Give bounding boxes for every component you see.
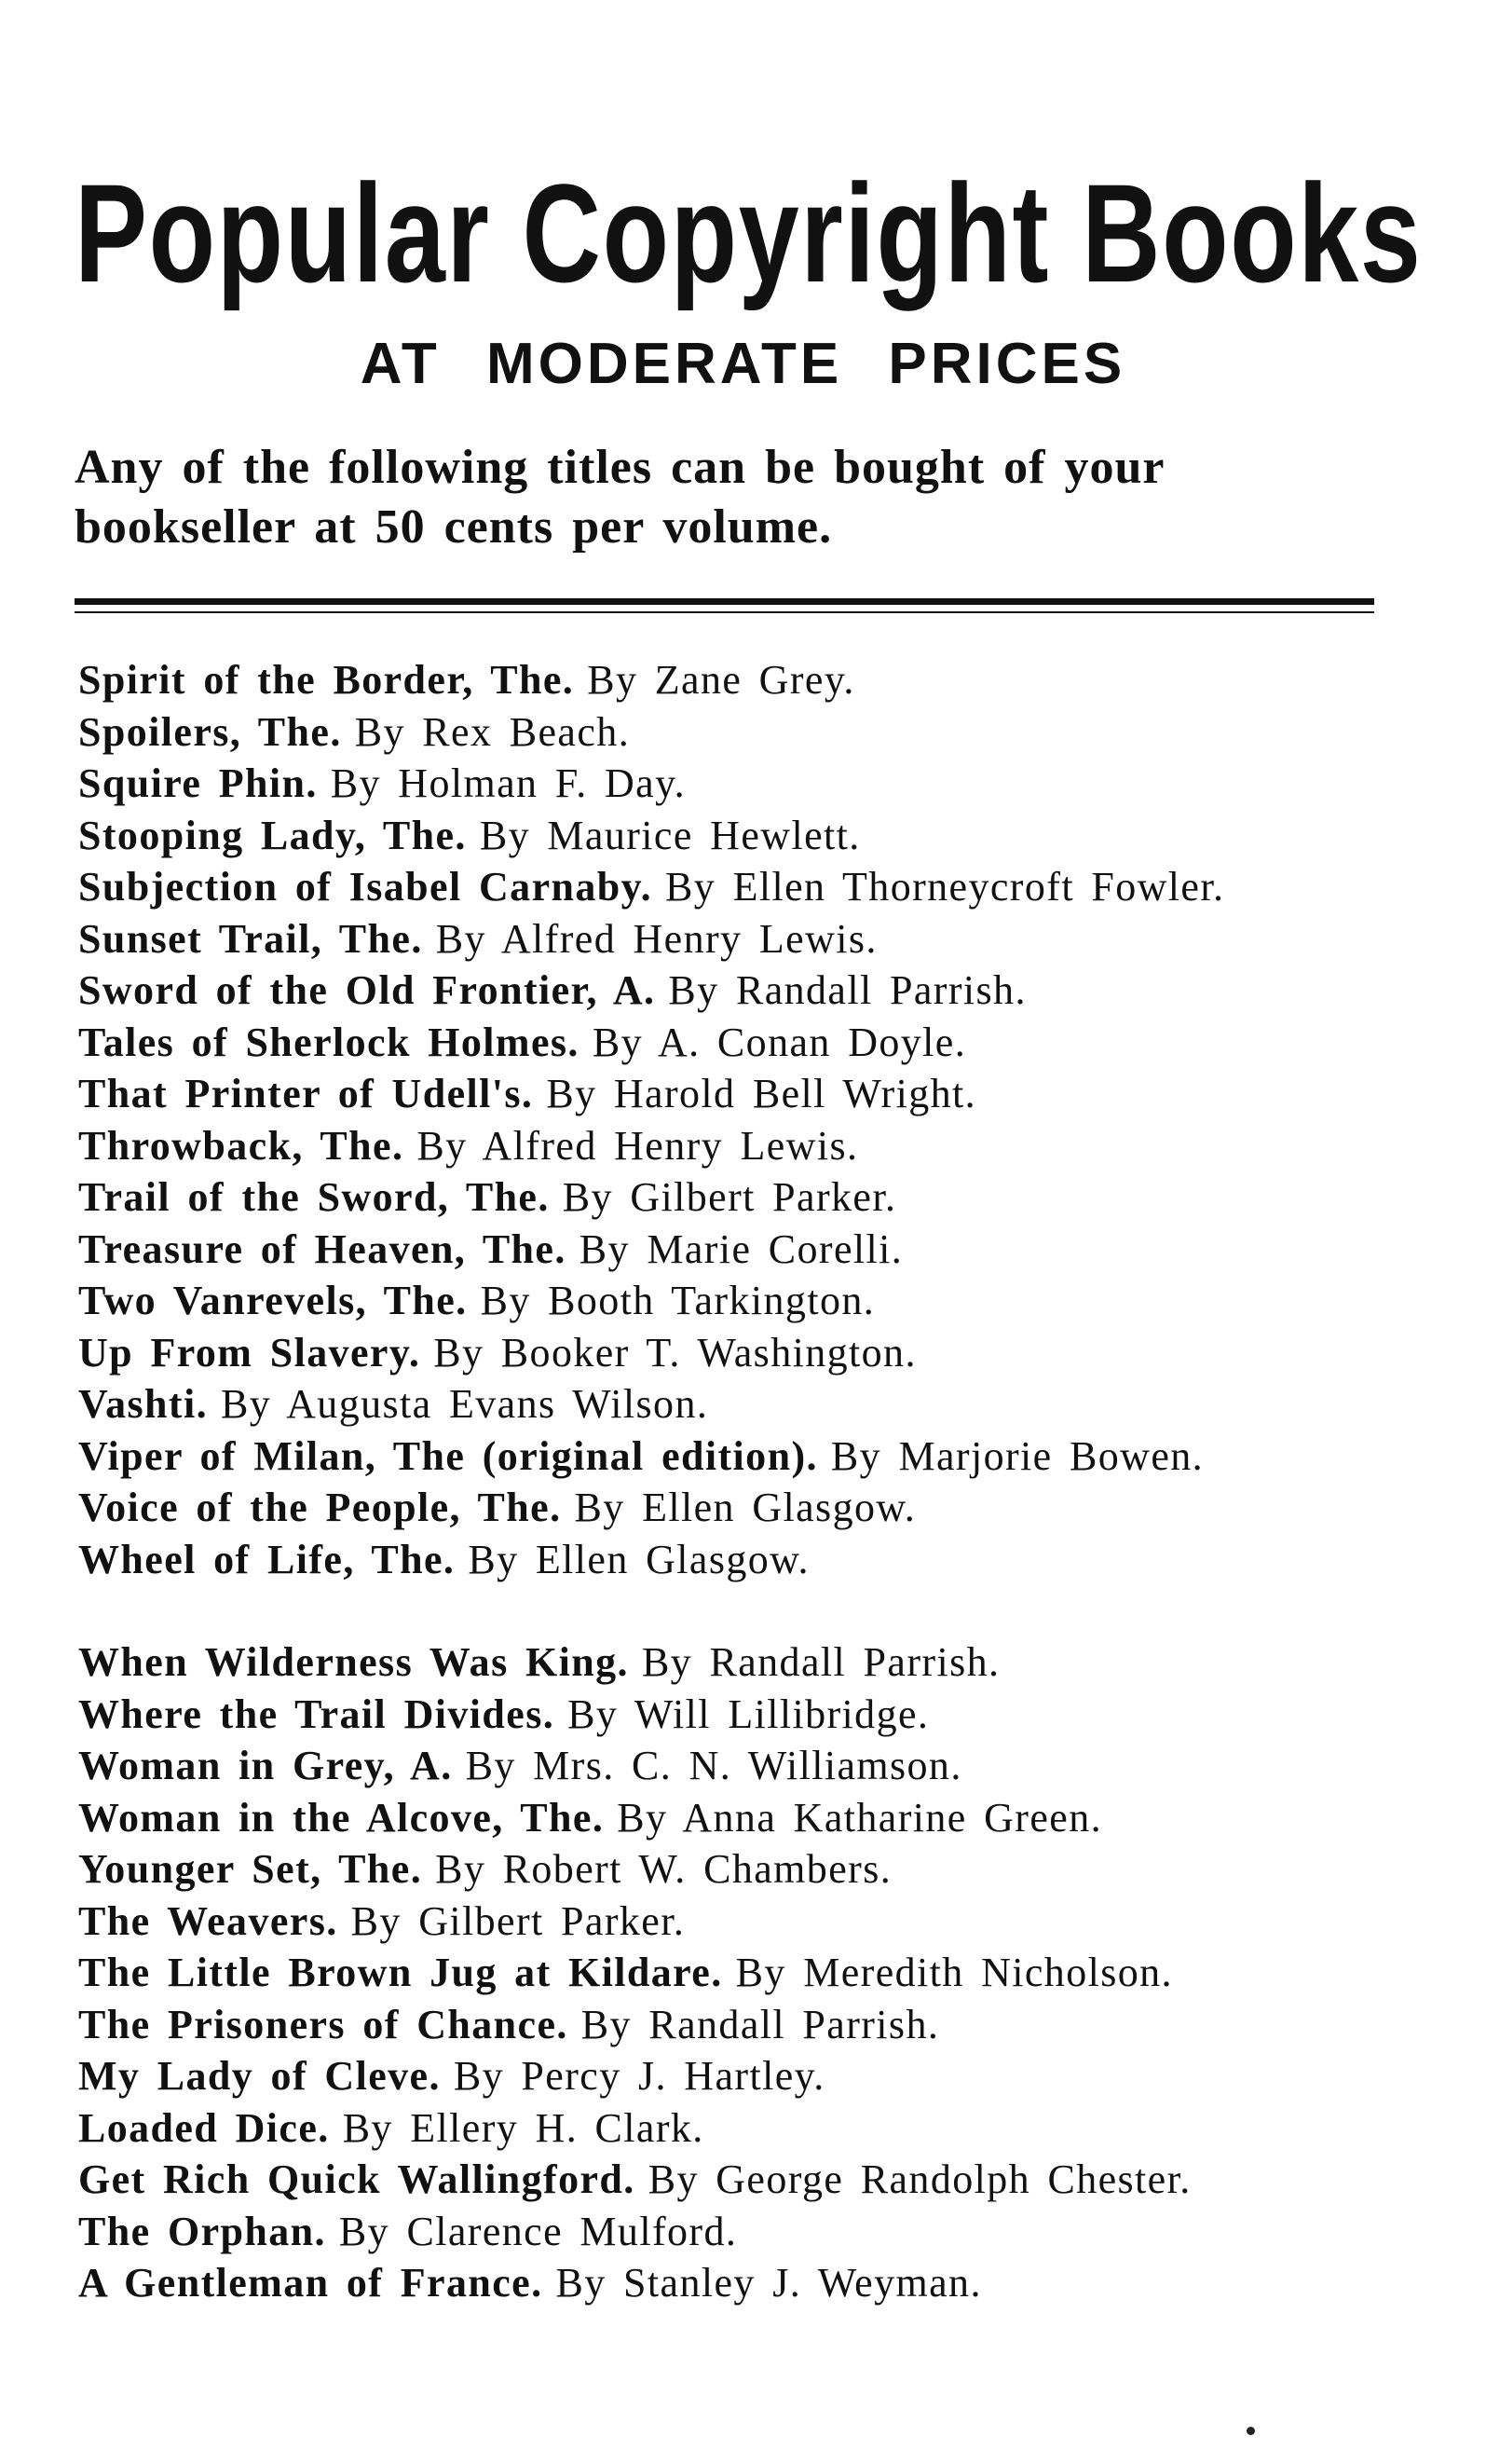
book-author: By Ellen Thorneycroft Fowler.	[665, 864, 1225, 910]
book-entry	[78, 1636, 1401, 1689]
page-title: Popular Copyright Books	[75, 155, 1423, 311]
book-title: The Weavers.	[78, 1897, 338, 1944]
book-author: By Will Lillibridge.	[567, 1691, 930, 1737]
book-title: Vashti.	[78, 1381, 209, 1427]
book-list-group-1	[78, 654, 1401, 1585]
book-author: By Marie Corelli.	[579, 1225, 904, 1272]
book-entry	[78, 1740, 1401, 1792]
book-entry	[78, 1120, 1401, 1172]
book-entry	[78, 1017, 1401, 1069]
book-author: By Maurice Hewlett.	[479, 812, 861, 858]
book-entry	[78, 810, 1401, 862]
book-entry	[78, 913, 1401, 965]
book-author: By Randall Parrish.	[668, 967, 1027, 1013]
book-entry	[78, 1999, 1401, 2051]
book-author: By Zane Grey.	[587, 657, 855, 703]
book-title: Tales of Sherlock Holmes.	[78, 1019, 579, 1065]
book-author: By Stanley J. Weyman.	[555, 2260, 982, 2306]
book-title: Stooping Lady, The.	[78, 812, 467, 858]
book-title: Spirit of the Border, The.	[78, 657, 575, 703]
book-title: Voice of the People, The.	[78, 1485, 562, 1530]
book-author: By Marjorie Bowen.	[830, 1432, 1205, 1479]
book-author: By Gilbert Parker.	[562, 1174, 897, 1220]
book-author: By Rex Beach.	[354, 708, 631, 755]
book-title: The Little Brown Jug at Kildare.	[78, 1950, 723, 1995]
book-author: By Holman F. Day.	[330, 760, 687, 806]
book-author: By Meredith Nicholson.	[735, 1950, 1173, 1995]
book-title: The Orphan.	[78, 2208, 326, 2254]
book-entry	[78, 2154, 1401, 2206]
book-title: The Prisoners of Chance.	[78, 2001, 568, 2047]
divider-rule-thick	[75, 598, 1374, 605]
book-entry	[78, 1327, 1401, 1379]
book-title: Spoilers, The.	[78, 708, 342, 755]
book-author: By Harold Bell Wright.	[546, 1071, 977, 1116]
book-title: Woman in Grey, A.	[78, 1743, 453, 1788]
book-entry	[78, 1068, 1401, 1120]
book-entry	[78, 1896, 1401, 1948]
book-title: When Wilderness Was King.	[78, 1639, 629, 1685]
print-speck	[1247, 2427, 1255, 2435]
book-title: Squire Phin.	[78, 760, 318, 806]
book-author: By Randall Parrish.	[580, 2001, 940, 2047]
book-entry	[78, 965, 1401, 1017]
book-title: Loaded Dice.	[78, 2104, 330, 2151]
book-title: Sword of the Old Frontier, A.	[78, 967, 656, 1013]
book-entry	[78, 706, 1401, 759]
book-title: Subjection of Isabel Carnaby.	[78, 864, 653, 910]
book-entry	[78, 2257, 1401, 2309]
book-title: A Gentleman of France.	[78, 2260, 543, 2306]
intro-paragraph: Any of the following titles can be bought of your bookseller at 50 cents per volume.	[75, 441, 1165, 554]
book-author: By Percy J. Hartley.	[453, 2053, 825, 2099]
book-title: Treasure of Heaven, The.	[78, 1225, 566, 1272]
book-title: Two Vanrevels, The.	[78, 1278, 468, 1323]
book-entry	[78, 1843, 1401, 1896]
divider-rule-thin	[75, 611, 1374, 613]
book-author: By Ellen Glasgow.	[574, 1485, 917, 1530]
book-title: Younger Set, The.	[78, 1846, 423, 1892]
book-entry	[78, 2102, 1401, 2155]
book-title: Viper of Milan, The (original edition).	[78, 1432, 818, 1479]
book-entry	[78, 1171, 1401, 1224]
book-title: Where the Trail Divides.	[78, 1691, 555, 1737]
book-author: By Mrs. C. N. Williamson.	[465, 1743, 962, 1788]
book-author: By Booth Tarkington.	[480, 1278, 876, 1323]
book-title: Sunset Trail, The.	[78, 915, 423, 962]
book-entry	[78, 1378, 1401, 1430]
book-author: By Robert W. Chambers.	[435, 1846, 893, 1892]
book-title: Throwback, The.	[78, 1122, 404, 1169]
book-author: By Augusta Evans Wilson.	[221, 1381, 709, 1427]
book-title: My Lady of Cleve.	[78, 2053, 441, 2099]
book-entry	[78, 2206, 1401, 2258]
book-author: By Booker T. Washington.	[433, 1329, 917, 1376]
book-entry	[78, 1482, 1401, 1534]
book-entry	[78, 1792, 1401, 1844]
book-title: That Printer of Udell's.	[78, 1071, 534, 1116]
book-title: Trail of the Sword, The.	[78, 1174, 550, 1220]
book-entry	[78, 1534, 1401, 1586]
book-entry	[78, 2050, 1401, 2102]
book-author: By Alfred Henry Lewis.	[416, 1122, 859, 1169]
book-entry	[78, 1430, 1401, 1483]
book-title: Woman in the Alcove, The.	[78, 1794, 605, 1841]
book-author: By George Randolph Chester.	[648, 2156, 1192, 2202]
book-entry	[78, 1275, 1401, 1327]
book-title: Wheel of Life, The.	[78, 1536, 456, 1582]
book-entry	[78, 1947, 1401, 1999]
book-title: Get Rich Quick Wallingford.	[78, 2156, 635, 2202]
book-list-group-2	[78, 1636, 1401, 2309]
book-author: By Anna Katharine Green.	[617, 1794, 1103, 1841]
book-author: By Clarence Mulford.	[338, 2208, 738, 2254]
book-author: By Ellen Glasgow.	[468, 1536, 810, 1582]
book-title: Up From Slavery.	[78, 1329, 421, 1376]
book-author: By Gilbert Parker.	[350, 1897, 686, 1944]
page-subtitle: AT MODERATE PRICES	[360, 332, 1126, 396]
book-entry	[78, 861, 1401, 913]
book-author: By Alfred Henry Lewis.	[435, 915, 878, 962]
book-entry	[78, 654, 1401, 706]
book-entry	[78, 758, 1401, 810]
book-author: By Ellery H. Clark.	[342, 2104, 704, 2151]
book-entry	[78, 1224, 1401, 1276]
book-author: By A. Conan Doyle.	[592, 1019, 967, 1065]
book-entry	[78, 1689, 1401, 1741]
book-author: By Randall Parrish.	[641, 1639, 1001, 1685]
